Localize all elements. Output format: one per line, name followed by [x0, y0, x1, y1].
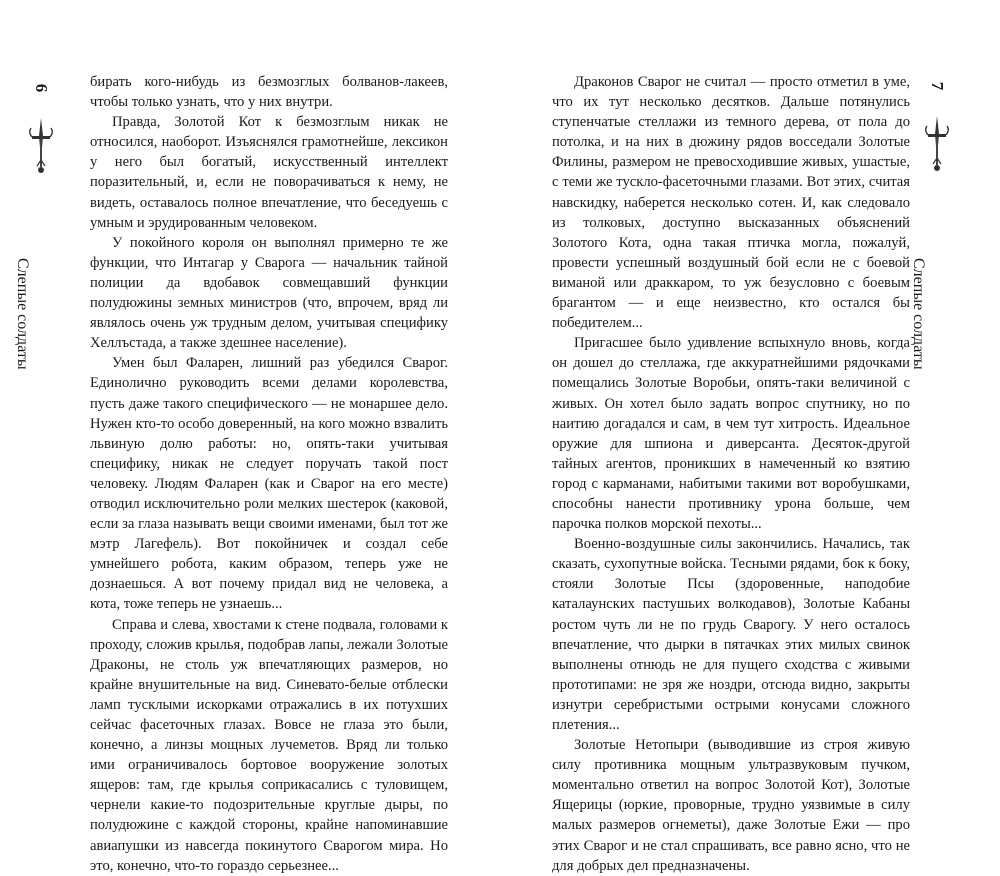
paragraph: бирать кого-нибудь из безмозглых болванов-лакеев, чтобы только узнать, что у них внутри.	[90, 74, 448, 111]
paragraph: Военно-воздушные силы закончились. Начались, так сказать, сухопутные войска. Тесными рядами, бок к боку, стояли Золотые Псы (здоровенные, наподобие каталаунских пастушьих волкодавов), Золотые Кабаны ростом чуть ли не по грудь Сварогу. У него осталось впечатление, что дырки в пятачках этих милых свинок выполнены отнюдь не для пущего сходства с живыми прототипами: не зря же ноздри, отсюда видно, закрыты изнутри серебристыми острыми конусами сложного плетения...	[552, 536, 910, 733]
paragraph: Драконов Сварог не считал — просто отметил в уме, что их тут несколько десятков. Дальше потянулись ступенчатые стеллажи из темного дерева, от пола до потолка, и на них в дюжину рядов восседали Золотые Филины, размером не превосходившие живых, ушастые, с теми же тускло-фасеточными глазами. Вот этих, считая навскидку, наберется несколько сотен. И, как следовало из толковых, доступно высказанных объяснений Золотого Кота, одна такая птичка могла, пожалуй, провести успешный воздушный бой если не с боевой виманой или драккаром, то уж безусловно с боевым брагантом — и еще неизвестно, кто остался бы победителем...	[552, 74, 910, 332]
dagger-ornament-icon	[28, 116, 54, 176]
dagger-ornament-icon	[924, 114, 950, 174]
paragraph: У покойного короля он выполнял примерно те же функции, что Интагар у Сварога — начальник тайной полиции да вдобавок совмещавший функции полудюжины земных министров (что, впрочем, вряд ли являлось очень уж трудным делом, учитывая специфику Хеллъстада, а также здешнее население).	[90, 234, 448, 352]
paragraph: Справа и слева, хвостами к стене подвала, головами к проходу, сложив крылья, подобрав лапы, лежали Золотые Драконы, не столь уж впечатляющих размеров, но крайне внушительные на вид. Синевато-белые отблески ламп тусклыми искорками отражались в их потухших сейчас фасеточных глазах. Вовсе не глаза это были, конечно, а линзы мощных лучеметов. Вряд ли только ими ограничивалось бортовое вооружение золотых ящеров: там, где крылья соприкасались с туловищем, чернели какие-то подозрительные круглые дыры, по полудюжине с каждой стороны, крайне напоминавшие авиапушки из навсегда покинутого Сварогом мира. Но это, конечно, что-то гораздо серьезнее...	[90, 616, 448, 874]
left-page-text	[90, 72, 448, 876]
left-margin: 6 Слепые солдаты	[22, 60, 60, 760]
right-page	[500, 0, 1000, 874]
page-number: 6	[32, 83, 51, 93]
paragraph: Умен был Фаларен, лишний раз убедился Сварог. Единолично руководить всеми делами королевства, пусть даже такого специфического — не монаршее дело. Нужен кто-то особо доверенный, на кого можно взвалить львиную долю работы: но, опять-таки учитывая специфику, никак не следует поручать такой пост человеку. Людям Фаларен (как и Сварог на его месте) отводил исключительно роли мелких шестерок (каковой, если за глаза называть вещи своими именами, был тот же мэтр Лагефель). Вот покойничек и создал себе умнейшего робота, каким образом, теперь уже не дознаешься. А вот почему придал вид не человека, а кота, тоже теперь не узнаешь...	[90, 355, 448, 613]
page-number: 7	[928, 81, 947, 91]
right-page-text	[552, 72, 910, 876]
paragraph: Золотые Нетопыри (выводившие из строя живую силу противника мощным ультразвуковым пучком, моментально ответил на вопрос Золотой Кот), Золотые Ящерицы (юркие, проворные, трудно уязвимые в силу малых размеров огнеметы), даже Золотые Ежи — про этих Сварог и не стал спрашивать, все равно ясно, что не для добрых дел предназначены.	[552, 737, 910, 874]
paragraph: Пригасшее было удивление вспыхнуло вновь, когда он дошел до стеллажа, где аккуратнейшими рядочками помещались Золотые Воробьи, опять-таки величиной с живых. Он хотел было задать вопрос спутнику, но по наитию догадался и сам, в чем тут хитрость. Идеальное оружие для шпиона и диверсанта. Десяток-другой тайных агентов, проникших в намеченный ко взятию город с карманами, набитыми такими вот воробушками, способны нанести противнику урона больше, чем парочка полков морской пехоты...	[552, 335, 910, 533]
left-page	[0, 0, 500, 874]
right-margin: 7 Слепые солдаты	[918, 60, 956, 760]
paragraph: Правда, Золотой Кот к безмозглым никак не относился, наоборот. Изъяснялся грамотнейше, лексикон у него был богатый, искусственный интеллект поразительный, и, если не поворачиваться к нему, не видеть, оставалось полное впечатление, что беседуешь с умным и эрудированным человеком.	[90, 114, 448, 231]
